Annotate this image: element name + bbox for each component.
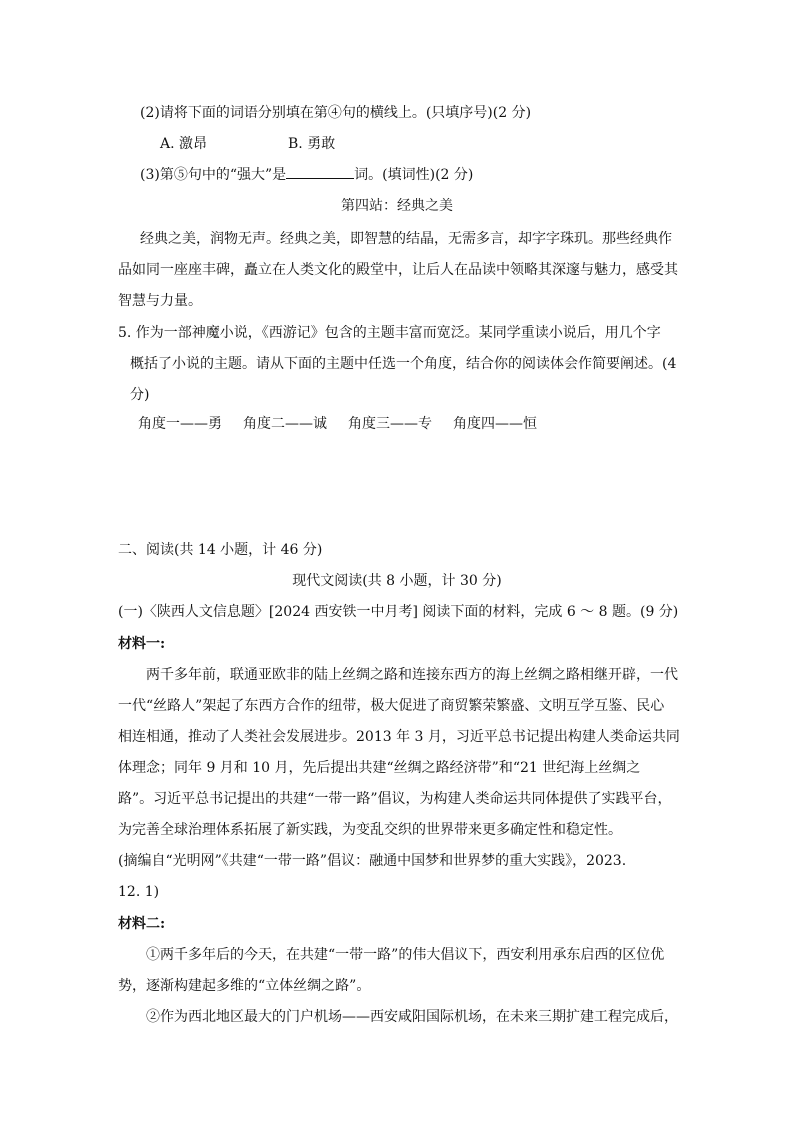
station-4-para-line: 智慧与力量。 [118, 293, 202, 309]
station-4-para-line: 经典之美，润物无声。经典之美，即智慧的结晶，无需多言，却字字珠玑。那些经典作 [140, 231, 672, 247]
material-2-line: ②作为西北地区最大的门户机场——西安咸阳国际机场，在未来三期扩建工程完成后， [146, 1009, 678, 1025]
material-2-label: 材料二: [118, 916, 166, 932]
material-1-line: 两千多年前，联通亚欧非的陆上丝绸之路和连接东西方的海上丝绸之路相继开辟，一代 [146, 667, 678, 683]
answer-blank [286, 165, 354, 179]
material-1-line: 为完善全球治理体系拓展了新实践，为变乱交织的世界带来更多确定性和稳定性。 [118, 822, 622, 838]
option-a: A. 激昂 [160, 136, 208, 152]
angle-item: 角度二——诚 [243, 416, 327, 432]
question-5-line: 5. 作为一部神魔小说，《西游记》包含的主题丰富而宽泛。某同学重读小说后，用几个字 [118, 325, 661, 341]
question-5-line: 分) [130, 387, 150, 403]
question-3-prefix: (3)第⑤句中的“强大”是 [140, 167, 287, 183]
angle-item: 角度四——恒 [453, 416, 537, 432]
part-1-intro: (一)〈陕西人文信息题〉[2024 西安铁一中月考] 阅读下面的材料，完成 6 ～ 8 题。(9 分) [118, 604, 679, 620]
material-2-line: 势，逐渐构建起多维的“立体丝绸之路”。 [118, 978, 371, 994]
question-3-line [140, 165, 473, 185]
question-3-suffix: 词。(填词性)(2 分) [354, 167, 474, 183]
material-2-line: ①两千多年后的今天，在共建“一带一路”的伟大倡议下，西安利用承东启西的区位优 [146, 947, 665, 963]
question-2-line: (2)请将下面的词语分别填在第④句的横线上。(只填序号)(2 分) [140, 105, 532, 121]
angle-item: 角度三——专 [348, 416, 432, 432]
material-1-line: 相连相通，推动了人类社会发展进步。2013 年 3 月，习近平总书记提出构建人类命运共同 [118, 729, 680, 745]
material-1-line: 一代“丝路人”架起了东西方合作的纽带，极大促进了商贸繁荣繁盛、文明互学互鉴、民心 [118, 698, 665, 714]
station-4-title: 第四站：经典之美 [341, 198, 453, 214]
material-1-line: 路”。习近平总书记提出的共建“一带一路”倡议，为构建人类命运共同体提供了实践平台， [118, 791, 672, 807]
source-citation-line: (摘编自“光明网”《共建“一带一路”倡议：融通中国梦和世界梦的重大实践》，2023. [118, 853, 627, 869]
material-1-label: 材料一: [118, 636, 166, 652]
angle-item: 角度一——勇 [138, 416, 222, 432]
option-b: B. 勇敢 [288, 136, 336, 152]
question-5-line: 概括了小说的主题。请从下面的主题中任选一个角度，结合你的阅读体会作简要阐述。(4 [130, 356, 677, 372]
section-2-title: 二、阅读(共 14 小题，计 46 分) [118, 542, 323, 558]
material-1-line: 体理念；同年 9 月和 10 月，先后提出共建“丝绸之路经济带”和“21 世纪海上丝绸之 [118, 760, 641, 776]
source-citation-line: 12. 1) [118, 884, 160, 900]
modern-reading-title: 现代文阅读(共 8 小题，计 30 分) [292, 573, 502, 589]
station-4-para-line: 品如同一座座丰碑，矗立在人类文化的殿堂中，让后人在品读中领略其深邃与魅力，感受其 [118, 262, 678, 278]
